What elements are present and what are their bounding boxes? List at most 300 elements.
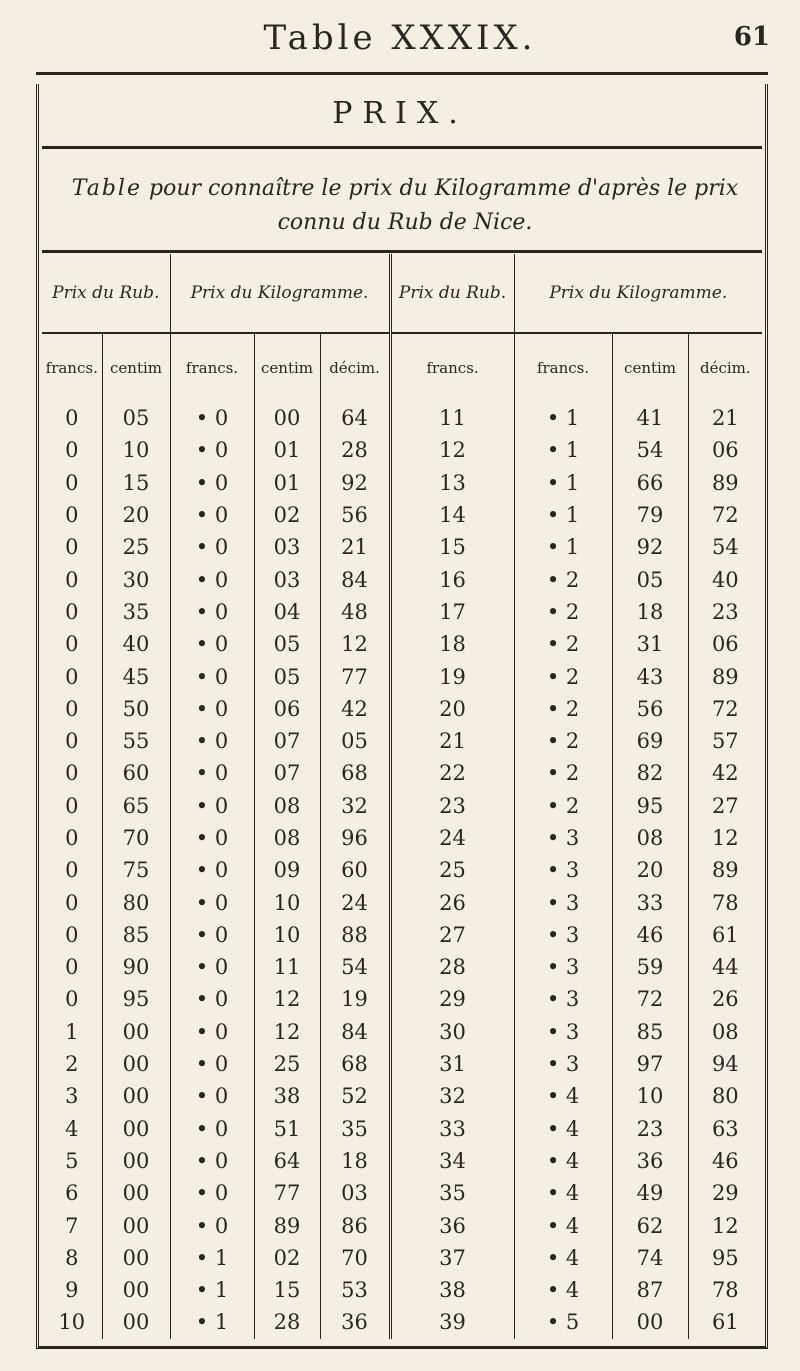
left-kg-decimes-cell: 12 [320, 628, 390, 660]
right-kilogram-header: Prix du Kilogramme. [514, 254, 762, 333]
left-kg-centimes-cell: 07 [254, 757, 320, 789]
caption-lead: Table [71, 176, 142, 201]
right-kg-francs-cell: • 3 [514, 854, 612, 886]
left-rub-francs-cell: 0 [42, 596, 102, 628]
left-kg-decimes-cell: 53 [320, 1274, 390, 1306]
right-kg-centimes-cell: 33 [612, 886, 688, 918]
right-kg-centimes-cell: 95 [612, 790, 688, 822]
right-rub-francs-cell: 21 [390, 725, 514, 757]
right-kg-decimes-cell: 27 [688, 790, 762, 822]
left-kg-francs-header: francs. [170, 333, 254, 402]
right-kg-francs-cell: • 3 [514, 886, 612, 918]
right-kg-centimes-cell: 05 [612, 563, 688, 595]
left-rub-francs-cell: 6 [42, 1177, 102, 1209]
right-kg-centimes-cell: 74 [612, 1242, 688, 1274]
left-rub-centimes-header: centim [110, 359, 162, 377]
left-kg-francs-cell: • 0 [170, 951, 254, 983]
left-rub-centimes-cell: 40 [122, 632, 150, 657]
table-row [42, 467, 762, 499]
table-row [42, 499, 762, 531]
left-kg-francs-cell: • 0 [170, 1145, 254, 1177]
left-kg-francs-cell: • 0 [170, 434, 254, 466]
table-row [42, 1209, 762, 1241]
left-rub-centimes-cell: 50 [122, 696, 150, 721]
left-kg-centimes-cell: 05 [254, 628, 320, 660]
left-rub-francs-cell: 0 [42, 434, 102, 466]
right-kg-decimes-cell: 80 [688, 1080, 762, 1112]
right-rub-francs-cell: 24 [390, 822, 514, 854]
right-rub-francs-cell: 23 [390, 790, 514, 822]
table-row [42, 1016, 762, 1048]
left-kg-centimes-cell: 28 [254, 1306, 320, 1338]
right-kg-francs-cell: • 1 [514, 531, 612, 563]
left-rub-francs-cell: 0 [42, 725, 102, 757]
right-kg-francs-cell: • 2 [514, 563, 612, 595]
right-kg-francs-cell: • 5 [514, 1306, 612, 1338]
left-kg-decimes-cell: 84 [320, 1016, 390, 1048]
left-rub-francs-cell: 0 [42, 790, 102, 822]
right-kg-francs-cell: • 3 [514, 919, 612, 951]
table-row [42, 402, 762, 434]
right-rub-francs-cell: 36 [390, 1209, 514, 1241]
right-rub-francs-cell: 17 [390, 596, 514, 628]
right-kg-decimes-cell: 89 [688, 854, 762, 886]
left-rub-centimes-cell: 95 [122, 987, 150, 1012]
table-row [42, 983, 762, 1015]
right-kg-centimes-header: centim [612, 333, 688, 402]
table-row [42, 790, 762, 822]
right-kg-francs-cell: • 2 [514, 596, 612, 628]
left-rub-centimes-cell: 00 [122, 1019, 150, 1044]
left-kg-centimes-cell: 15 [254, 1274, 320, 1306]
left-rub-centimes-cell: 35 [122, 599, 150, 624]
left-kg-francs-cell: • 0 [170, 822, 254, 854]
left-rub-francs-cell: 0 [42, 757, 102, 789]
running-header [0, 18, 800, 58]
left-rub-francs-cell: 0 [42, 499, 102, 531]
left-rub-francs-cell: 0 [42, 919, 102, 951]
table-row [42, 1080, 762, 1112]
right-rub-francs-cell: 20 [390, 693, 514, 725]
left-kg-decimes-cell: 32 [320, 790, 390, 822]
left-rub-centimes-cell: 10 [122, 438, 150, 463]
right-kg-francs-cell: • 4 [514, 1080, 612, 1112]
right-kg-centimes-cell: 41 [612, 402, 688, 434]
right-kg-francs-cell: • 3 [514, 983, 612, 1015]
right-rub-francs-cell: 31 [390, 1048, 514, 1080]
right-kg-decimes-cell: 08 [688, 1016, 762, 1048]
table-row [42, 919, 762, 951]
right-kg-decimes-cell: 06 [688, 628, 762, 660]
right-kg-francs-cell: • 3 [514, 1048, 612, 1080]
table-row [42, 1306, 762, 1338]
left-kg-centimes-cell: 01 [254, 434, 320, 466]
left-kg-decimes-cell: 35 [320, 1113, 390, 1145]
left-rub-francs-cell: 0 [42, 983, 102, 1015]
right-kg-decimes-cell: 42 [688, 757, 762, 789]
left-kg-francs-cell: • 0 [170, 757, 254, 789]
left-rub-francs-cell: 0 [42, 951, 102, 983]
right-rub-francs-cell: 28 [390, 951, 514, 983]
left-rub-francs-cell: 5 [42, 1145, 102, 1177]
table-row [42, 854, 762, 886]
left-kg-centimes-cell: 64 [254, 1145, 320, 1177]
right-kg-centimes-cell: 69 [612, 725, 688, 757]
right-kg-decimes-cell: 89 [688, 660, 762, 692]
left-kg-decimes-header: décim. [320, 333, 390, 402]
table-body [42, 402, 762, 1339]
right-kg-francs-cell: • 2 [514, 660, 612, 692]
table-caption [60, 172, 750, 240]
right-kg-decimes-header: décim. [688, 333, 762, 402]
left-kilogram-header: Prix du Kilogramme. [170, 254, 390, 333]
right-kg-decimes-cell: 23 [688, 596, 762, 628]
table-row [42, 1274, 762, 1306]
left-kg-centimes-cell: 04 [254, 596, 320, 628]
right-kg-centimes-cell: 85 [612, 1016, 688, 1048]
right-kg-francs-cell: • 2 [514, 628, 612, 660]
right-rub-header: Prix du Rub. [390, 254, 514, 333]
right-rub-francs-cell: 18 [390, 628, 514, 660]
right-rub-francs-cell: 38 [390, 1274, 514, 1306]
right-kg-centimes-cell: 08 [612, 822, 688, 854]
right-rub-francs-cell: 29 [390, 983, 514, 1015]
left-rub-centimes-cell: 00 [122, 1084, 150, 1109]
right-kg-francs-cell: • 1 [514, 434, 612, 466]
left-kg-decimes-cell: 36 [320, 1306, 390, 1338]
left-rub-francs-cell: 0 [42, 563, 102, 595]
left-rub-centimes-cell: 00 [122, 1310, 150, 1335]
left-rub-centimes-cell: 75 [122, 858, 150, 883]
right-rub-francs-cell: 11 [390, 402, 514, 434]
table-row [42, 1048, 762, 1080]
left-kg-decimes-cell: 18 [320, 1145, 390, 1177]
left-rub-francs-cell: 0 [42, 628, 102, 660]
right-kg-centimes-cell: 66 [612, 467, 688, 499]
left-rub-francs-cell: 1 [42, 1016, 102, 1048]
right-kg-centimes-cell: 87 [612, 1274, 688, 1306]
left-rub-centimes-cell: 00 [122, 1278, 150, 1303]
left-kg-decimes-cell: 52 [320, 1080, 390, 1112]
right-kg-decimes-cell: 94 [688, 1048, 762, 1080]
left-rub-centimes-cell: 45 [122, 664, 150, 689]
right-kg-francs-cell: • 2 [514, 790, 612, 822]
right-kg-decimes-cell: 63 [688, 1113, 762, 1145]
left-kg-decimes-cell: 70 [320, 1242, 390, 1274]
left-kg-francs-cell: • 0 [170, 725, 254, 757]
group-header-row [42, 254, 762, 333]
right-kg-francs-cell: • 2 [514, 757, 612, 789]
left-rub-centimes-cell: 00 [122, 1245, 150, 1270]
right-kg-decimes-cell: 72 [688, 693, 762, 725]
left-kg-francs-cell: • 0 [170, 983, 254, 1015]
left-kg-francs-cell: • 0 [170, 660, 254, 692]
table-row [42, 1113, 762, 1145]
right-kg-centimes-cell: 56 [612, 693, 688, 725]
table-row [42, 757, 762, 789]
right-kg-decimes-cell: 21 [688, 402, 762, 434]
left-kg-francs-cell: • 0 [170, 467, 254, 499]
right-kg-centimes-cell: 46 [612, 919, 688, 951]
left-rub-francs-cell: 4 [42, 1113, 102, 1145]
left-rub-francs-cell: 3 [42, 1080, 102, 1112]
right-rub-francs-cell: 32 [390, 1080, 514, 1112]
table-row [42, 628, 762, 660]
left-kg-centimes-cell: 77 [254, 1177, 320, 1209]
left-rub-francs-cell: 10 [42, 1306, 102, 1338]
left-kg-centimes-cell: 10 [254, 886, 320, 918]
right-rub-francs-cell: 19 [390, 660, 514, 692]
right-kg-centimes-cell: 10 [612, 1080, 688, 1112]
left-rub-centimes-cell: 80 [122, 890, 150, 915]
left-rub-francs-header: francs. [42, 333, 102, 402]
left-kg-centimes-cell: 08 [254, 822, 320, 854]
left-kg-centimes-cell: 89 [254, 1209, 320, 1241]
right-kg-francs-cell: • 4 [514, 1145, 612, 1177]
left-rub-centimes-cell: 85 [122, 922, 150, 947]
caption-text: pour connaître le prix du Kilogramme d'après le prix connu du Rub de Nice. [149, 176, 739, 235]
left-kg-decimes-cell: 19 [320, 983, 390, 1015]
table-row [42, 596, 762, 628]
left-kg-decimes-cell: 24 [320, 886, 390, 918]
right-kg-decimes-cell: 54 [688, 531, 762, 563]
left-kg-francs-cell: • 1 [170, 1242, 254, 1274]
right-kg-francs-cell: • 1 [514, 402, 612, 434]
left-kg-decimes-cell: 28 [320, 434, 390, 466]
table-row [42, 434, 762, 466]
left-kg-centimes-cell: 10 [254, 919, 320, 951]
table-row [42, 822, 762, 854]
table-row [42, 886, 762, 918]
left-rub-centimes-cell: 70 [122, 826, 150, 850]
right-kg-decimes-cell: 06 [688, 434, 762, 466]
right-rub-francs-cell: 30 [390, 1016, 514, 1048]
left-kg-decimes-cell: 84 [320, 563, 390, 595]
left-rub-centimes-cell: 00 [122, 1148, 150, 1173]
left-kg-decimes-cell: 92 [320, 467, 390, 499]
right-rub-francs-cell: 13 [390, 467, 514, 499]
left-kg-francs-cell: • 0 [170, 596, 254, 628]
left-kg-francs-cell: • 0 [170, 1113, 254, 1145]
left-kg-francs-cell: • 0 [170, 563, 254, 595]
right-kg-centimes-cell: 79 [612, 499, 688, 531]
left-kg-decimes-cell: 21 [320, 531, 390, 563]
table-row [42, 531, 762, 563]
right-kg-francs-cell: • 4 [514, 1209, 612, 1241]
left-kg-francs-cell: • 0 [170, 1080, 254, 1112]
right-rub-francs-cell: 35 [390, 1177, 514, 1209]
right-rub-francs-cell: 16 [390, 563, 514, 595]
right-kg-decimes-cell: 89 [688, 467, 762, 499]
left-kg-decimes-cell: 03 [320, 1177, 390, 1209]
right-kg-decimes-cell: 78 [688, 1274, 762, 1306]
right-kg-centimes-cell: 54 [612, 434, 688, 466]
right-kg-francs-cell: • 3 [514, 822, 612, 854]
left-rub-header: Prix du Rub. [42, 254, 170, 333]
right-kg-decimes-cell: 40 [688, 563, 762, 595]
right-rub-francs-cell: 15 [390, 531, 514, 563]
right-kg-decimes-cell: 61 [688, 1306, 762, 1338]
left-rub-francs-cell: 0 [42, 693, 102, 725]
right-kg-decimes-cell: 57 [688, 725, 762, 757]
left-kg-centimes-cell: 05 [254, 660, 320, 692]
left-rub-centimes-cell: 90 [122, 955, 150, 980]
left-kg-centimes-cell: 09 [254, 854, 320, 886]
left-rub-francs-cell: 0 [42, 402, 102, 434]
right-kg-francs-cell: • 1 [514, 499, 612, 531]
title-rule [42, 146, 762, 149]
right-kg-francs-cell: • 2 [514, 693, 612, 725]
left-kg-centimes-cell: 07 [254, 725, 320, 757]
left-kg-centimes-cell: 11 [254, 951, 320, 983]
table-row [42, 693, 762, 725]
left-rub-francs-cell: 9 [42, 1274, 102, 1306]
left-rub-centimes-cell: 25 [122, 535, 150, 560]
left-rub-francs-cell: 0 [42, 822, 102, 854]
left-kg-decimes-cell: 60 [320, 854, 390, 886]
table-row [42, 1242, 762, 1274]
right-rub-francs-cell: 22 [390, 757, 514, 789]
left-kg-centimes-cell: 25 [254, 1048, 320, 1080]
left-kg-centimes-cell: 12 [254, 1016, 320, 1048]
right-kg-francs-cell: • 1 [514, 467, 612, 499]
right-kg-decimes-cell: 29 [688, 1177, 762, 1209]
left-kg-francs-cell: • 1 [170, 1274, 254, 1306]
left-kg-francs-cell: • 0 [170, 628, 254, 660]
left-rub-centimes-cell: 15 [122, 470, 150, 495]
table-row [42, 1177, 762, 1209]
left-rub-francs-cell: 0 [42, 886, 102, 918]
right-kg-decimes-cell: 44 [688, 951, 762, 983]
left-kg-francs-cell: • 0 [170, 693, 254, 725]
left-kg-francs-cell: • 0 [170, 531, 254, 563]
left-kg-francs-cell: • 0 [170, 919, 254, 951]
left-kg-centimes-cell: 02 [254, 1242, 320, 1274]
left-kg-francs-cell: • 0 [170, 1177, 254, 1209]
left-kg-centimes-cell: 51 [254, 1113, 320, 1145]
left-kg-francs-cell: • 1 [170, 1306, 254, 1338]
right-kg-centimes-cell: 36 [612, 1145, 688, 1177]
left-kg-centimes-cell: 01 [254, 467, 320, 499]
price-table [42, 254, 762, 1339]
left-rub-centimes-cell: 00 [122, 1213, 150, 1238]
left-rub-centimes-cell: 60 [122, 761, 150, 786]
right-kg-centimes-cell: 62 [612, 1209, 688, 1241]
left-rub-centimes-cell: 55 [122, 729, 150, 754]
left-kg-decimes-cell: 96 [320, 822, 390, 854]
table-row [42, 951, 762, 983]
left-kg-centimes-cell: 08 [254, 790, 320, 822]
left-kg-francs-cell: • 0 [170, 499, 254, 531]
right-kg-centimes-cell: 20 [612, 854, 688, 886]
right-rub-francs-cell: 33 [390, 1113, 514, 1145]
left-kg-decimes-cell: 56 [320, 499, 390, 531]
right-rub-francs-header: francs. [390, 333, 514, 402]
right-rub-francs-cell: 26 [390, 886, 514, 918]
right-kg-decimes-cell: 12 [688, 822, 762, 854]
right-kg-francs-cell: • 2 [514, 725, 612, 757]
left-kg-decimes-cell: 64 [320, 402, 390, 434]
left-rub-centimes-cell: 00 [122, 1181, 150, 1206]
left-kg-francs-cell: • 0 [170, 1209, 254, 1241]
left-rub-francs-cell: 8 [42, 1242, 102, 1274]
left-kg-centimes-header: centim [254, 333, 320, 402]
left-kg-francs-cell: • 0 [170, 854, 254, 886]
right-kg-centimes-cell: 59 [612, 951, 688, 983]
table-row [42, 660, 762, 692]
left-rub-francs-cell: 0 [42, 467, 102, 499]
section-title: PRIX. [332, 96, 468, 131]
right-kg-centimes-cell: 31 [612, 628, 688, 660]
right-kg-decimes-cell: 78 [688, 886, 762, 918]
left-kg-decimes-cell: 77 [320, 660, 390, 692]
right-rub-francs-cell: 37 [390, 1242, 514, 1274]
left-kg-francs-cell: • 0 [170, 1016, 254, 1048]
left-kg-centimes-cell: 06 [254, 693, 320, 725]
left-kg-decimes-cell: 48 [320, 596, 390, 628]
right-kg-decimes-cell: 46 [688, 1145, 762, 1177]
right-kg-francs-cell: • 4 [514, 1242, 612, 1274]
left-rub-centimes-cell: 30 [122, 567, 150, 592]
left-kg-centimes-cell: 02 [254, 499, 320, 531]
right-kg-francs-cell: • 3 [514, 1016, 612, 1048]
left-rub-francs-cell: 7 [42, 1209, 102, 1241]
left-kg-francs-cell: • 0 [170, 790, 254, 822]
right-rub-francs-cell: 12 [390, 434, 514, 466]
left-kg-decimes-cell: 05 [320, 725, 390, 757]
right-rub-francs-cell: 34 [390, 1145, 514, 1177]
left-rub-centimes-cell: 05 [122, 406, 150, 431]
right-kg-centimes-cell: 97 [612, 1048, 688, 1080]
right-kg-decimes-cell: 61 [688, 919, 762, 951]
left-kg-centimes-cell: 03 [254, 563, 320, 595]
right-kg-centimes-cell: 43 [612, 660, 688, 692]
left-kg-centimes-cell: 12 [254, 983, 320, 1015]
left-kg-decimes-cell: 54 [320, 951, 390, 983]
right-kg-centimes-cell: 00 [612, 1306, 688, 1338]
header-rule [36, 72, 768, 75]
left-rub-centimes-cell: 65 [122, 793, 150, 818]
right-kg-decimes-cell: 26 [688, 983, 762, 1015]
right-rub-francs-cell: 39 [390, 1306, 514, 1338]
right-kg-centimes-cell: 18 [612, 596, 688, 628]
left-kg-centimes-cell: 03 [254, 531, 320, 563]
right-kg-francs-cell: • 4 [514, 1177, 612, 1209]
left-kg-decimes-cell: 88 [320, 919, 390, 951]
right-kg-francs-cell: • 4 [514, 1274, 612, 1306]
right-kg-centimes-cell: 72 [612, 983, 688, 1015]
right-kg-decimes-cell: 12 [688, 1209, 762, 1241]
table-row [42, 563, 762, 595]
table-row [42, 1145, 762, 1177]
left-kg-decimes-cell: 68 [320, 757, 390, 789]
right-kg-centimes-cell: 49 [612, 1177, 688, 1209]
right-rub-francs-cell: 25 [390, 854, 514, 886]
right-kg-decimes-cell: 95 [688, 1242, 762, 1274]
right-rub-francs-cell: 27 [390, 919, 514, 951]
right-kg-francs-cell: • 4 [514, 1113, 612, 1145]
left-rub-centimes-cell: 20 [122, 503, 150, 528]
left-rub-francs-cell: 0 [42, 531, 102, 563]
left-rub-francs-cell: 0 [42, 854, 102, 886]
left-kg-centimes-cell: 38 [254, 1080, 320, 1112]
right-kg-centimes-cell: 82 [612, 757, 688, 789]
caption-rule [42, 250, 762, 253]
table-row [42, 725, 762, 757]
left-kg-francs-cell: • 0 [170, 1048, 254, 1080]
right-kg-centimes-cell: 92 [612, 531, 688, 563]
subheader-row [42, 333, 762, 402]
